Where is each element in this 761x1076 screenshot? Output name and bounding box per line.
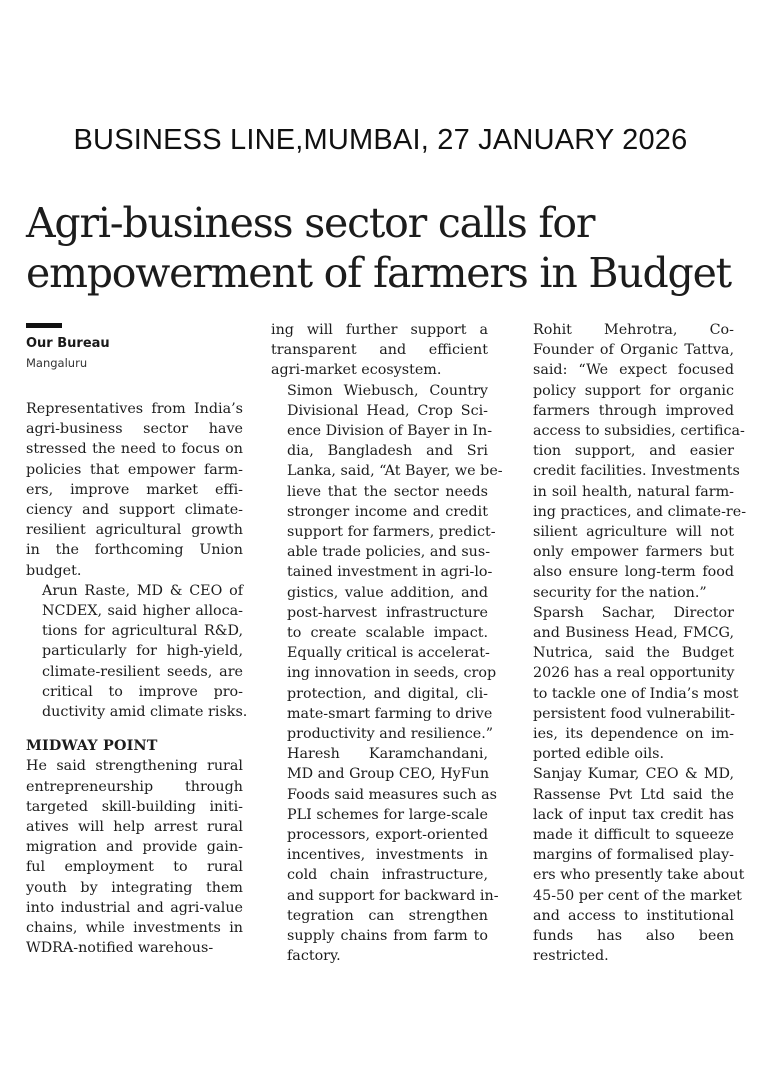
text-line: stressed the need to focus on: [26, 441, 243, 458]
text-line: agri-market ecosystem.: [271, 362, 442, 379]
text-line: credit facilities. Investments: [533, 463, 740, 480]
text-line: Simon Wiebusch, Country: [287, 382, 488, 399]
text-line: Lanka, said, “At Bayer, we be-: [287, 463, 503, 480]
text-line: access to subsidies, certifica-: [533, 423, 745, 440]
text-line: ful employment to rural: [26, 859, 243, 876]
text-line: silient agriculture will not: [533, 524, 734, 541]
text-line: climate-resilient seeds, are: [42, 663, 243, 680]
text-line: Sanjay Kumar, CEO & MD,: [533, 766, 734, 783]
text-line: post-harvest infrastructure: [287, 604, 488, 621]
byline: Our Bureau: [26, 336, 110, 351]
text-line: ers who presently take about: [533, 867, 745, 884]
text-line: WDRA-notified warehous-: [26, 940, 214, 957]
text-line: funds has also been: [533, 928, 734, 945]
text-line: mate-smart farming to drive: [287, 705, 493, 722]
text-line: into industrial and agri-value: [26, 899, 243, 916]
text-line: migration and provide gain-: [26, 839, 243, 856]
paragraph: [26, 756, 243, 958]
paragraph: [271, 744, 499, 966]
text-line: ers, improve market effi-: [26, 481, 243, 498]
text-line: restricted.: [533, 948, 609, 965]
subheading: MIDWAY POINT: [26, 738, 158, 755]
text-line: productivity and resilience.”: [287, 726, 494, 743]
text-line: protection, and digital, cli-: [287, 685, 488, 702]
text-line: also ensure long-term food: [533, 564, 734, 581]
text-line: Nutrica, said the Budget: [533, 645, 734, 662]
headline-line-1: Agri-business sector calls for: [26, 199, 595, 247]
paragraph: [26, 581, 248, 722]
text-line: able trade policies, and sus-: [287, 544, 491, 561]
text-line: said: “We expect focused: [533, 362, 734, 379]
text-line: PLI schemes for large-scale: [287, 806, 488, 823]
headline: [26, 198, 741, 298]
text-line: processors, export-oriented: [287, 827, 488, 844]
text-line: ductivity amid climate risks.: [42, 704, 248, 721]
text-line: Haresh Karamchandani,: [287, 746, 488, 763]
text-line: Rohit Mehrotra, Co-: [533, 322, 734, 338]
paragraph: [517, 764, 745, 966]
text-line: incentives, investments in: [287, 847, 488, 864]
text-line: Rassense Pvt Ltd said the: [533, 786, 734, 803]
text-line: security for the nation.”: [533, 584, 707, 601]
paragraph: [271, 320, 488, 381]
paragraph: [271, 381, 503, 745]
text-line: entrepreneurship through: [26, 778, 243, 795]
text-line: MD and Group CEO, HyFun: [287, 766, 490, 783]
text-line: in the forthcoming Union: [26, 542, 243, 559]
text-line: tion support, and easier: [533, 443, 734, 460]
paragraph: [517, 603, 739, 765]
text-line: dia, Bangladesh and Sri: [287, 443, 488, 460]
text-line: farmers through improved: [533, 402, 734, 419]
text-line: ing innovation in seeds, crop: [287, 665, 497, 682]
text-line: Foods said measures such as: [287, 786, 497, 803]
dateline: Mangaluru: [26, 356, 88, 370]
text-line: policies that empower farm-: [26, 461, 243, 478]
text-line: Divisional Head, Crop Sci-: [287, 402, 488, 419]
text-line: cold chain infrastructure,: [287, 867, 488, 884]
text-line: only empower farmers but: [533, 544, 734, 561]
byline-rule: [26, 323, 62, 328]
text-line: 45-50 per cent of the market: [533, 887, 742, 904]
text-line: youth by integrating them: [26, 879, 243, 896]
text-line: and support for backward in-: [287, 887, 499, 904]
text-line: ence Division of Bayer in In-: [287, 423, 493, 440]
article-column-2: [271, 320, 503, 967]
text-line: gistics, value addition, and: [287, 584, 488, 601]
paragraph: [26, 399, 243, 581]
text-line: ies, its dependence on im-: [533, 726, 734, 743]
text-line: particularly for high-yield,: [42, 643, 243, 660]
text-line: targeted skill-building initi-: [26, 798, 243, 815]
text-line: policy support for organic: [533, 382, 734, 399]
text-line: and access to institutional: [533, 907, 734, 924]
text-line: budget.: [26, 562, 82, 579]
text-line: lack of input tax credit has: [533, 806, 734, 823]
text-line: tegration can strengthen: [287, 907, 488, 924]
text-line: tained investment in agri-lo-: [287, 564, 493, 581]
text-line: resilient agricultural growth: [26, 522, 243, 539]
text-line: margins of formalised play-: [533, 847, 734, 864]
text-line: ciency and support climate-: [26, 502, 243, 519]
text-line: Sparsh Sachar, Director: [533, 604, 734, 621]
text-line: Equally critical is accelerat-: [287, 645, 490, 662]
text-line: ing will further support a: [271, 322, 488, 338]
text-line: and Business Head, FMCG,: [533, 625, 734, 642]
text-line: Founder of Organic Tattva,: [533, 342, 734, 359]
text-line: to tackle one of India’s most: [533, 685, 739, 702]
text-line: Arun Raste, MD & CEO of: [42, 582, 243, 599]
text-line: NCDEX, said higher alloca-: [42, 603, 243, 620]
text-line: tions for agricultural R&D,: [42, 623, 243, 640]
text-line: ported edible oils.: [533, 746, 665, 763]
text-line: critical to improve pro-: [42, 683, 243, 700]
article-column-1: [26, 399, 248, 958]
text-line: chains, while investments in: [26, 920, 243, 937]
text-line: He said strengthening rural: [26, 758, 243, 775]
text-line: atives will help arrest rural: [26, 819, 243, 836]
text-line: 2026 has a real opportunity: [533, 665, 735, 682]
text-line: agri-business sector have: [26, 421, 243, 438]
text-line: factory.: [287, 948, 341, 965]
article-column-3: [517, 320, 747, 967]
headline-line-2: empowerment of farmers in Budget: [26, 249, 731, 297]
text-line: lieve that the sector needs: [287, 483, 488, 500]
text-line: in soil health, natural farm-: [533, 483, 734, 500]
text-line: stronger income and credit: [287, 503, 488, 520]
text-line: made it difficult to squeeze: [533, 827, 734, 844]
text-line: ing practices, and climate-re-: [533, 503, 747, 520]
masthead: BUSINESS LINE,MUMBAI, 27 JANUARY 2026: [73, 124, 688, 156]
text-line: Representatives from India’s: [26, 401, 243, 417]
text-line: support for farmers, predict-: [287, 524, 496, 541]
text-line: to create scalable impact.: [287, 625, 488, 642]
text-line: persistent food vulnerabilit-: [533, 705, 735, 722]
paragraph: [517, 320, 747, 603]
text-line: transparent and efficient: [271, 342, 488, 359]
text-line: supply chains from farm to: [287, 928, 488, 945]
